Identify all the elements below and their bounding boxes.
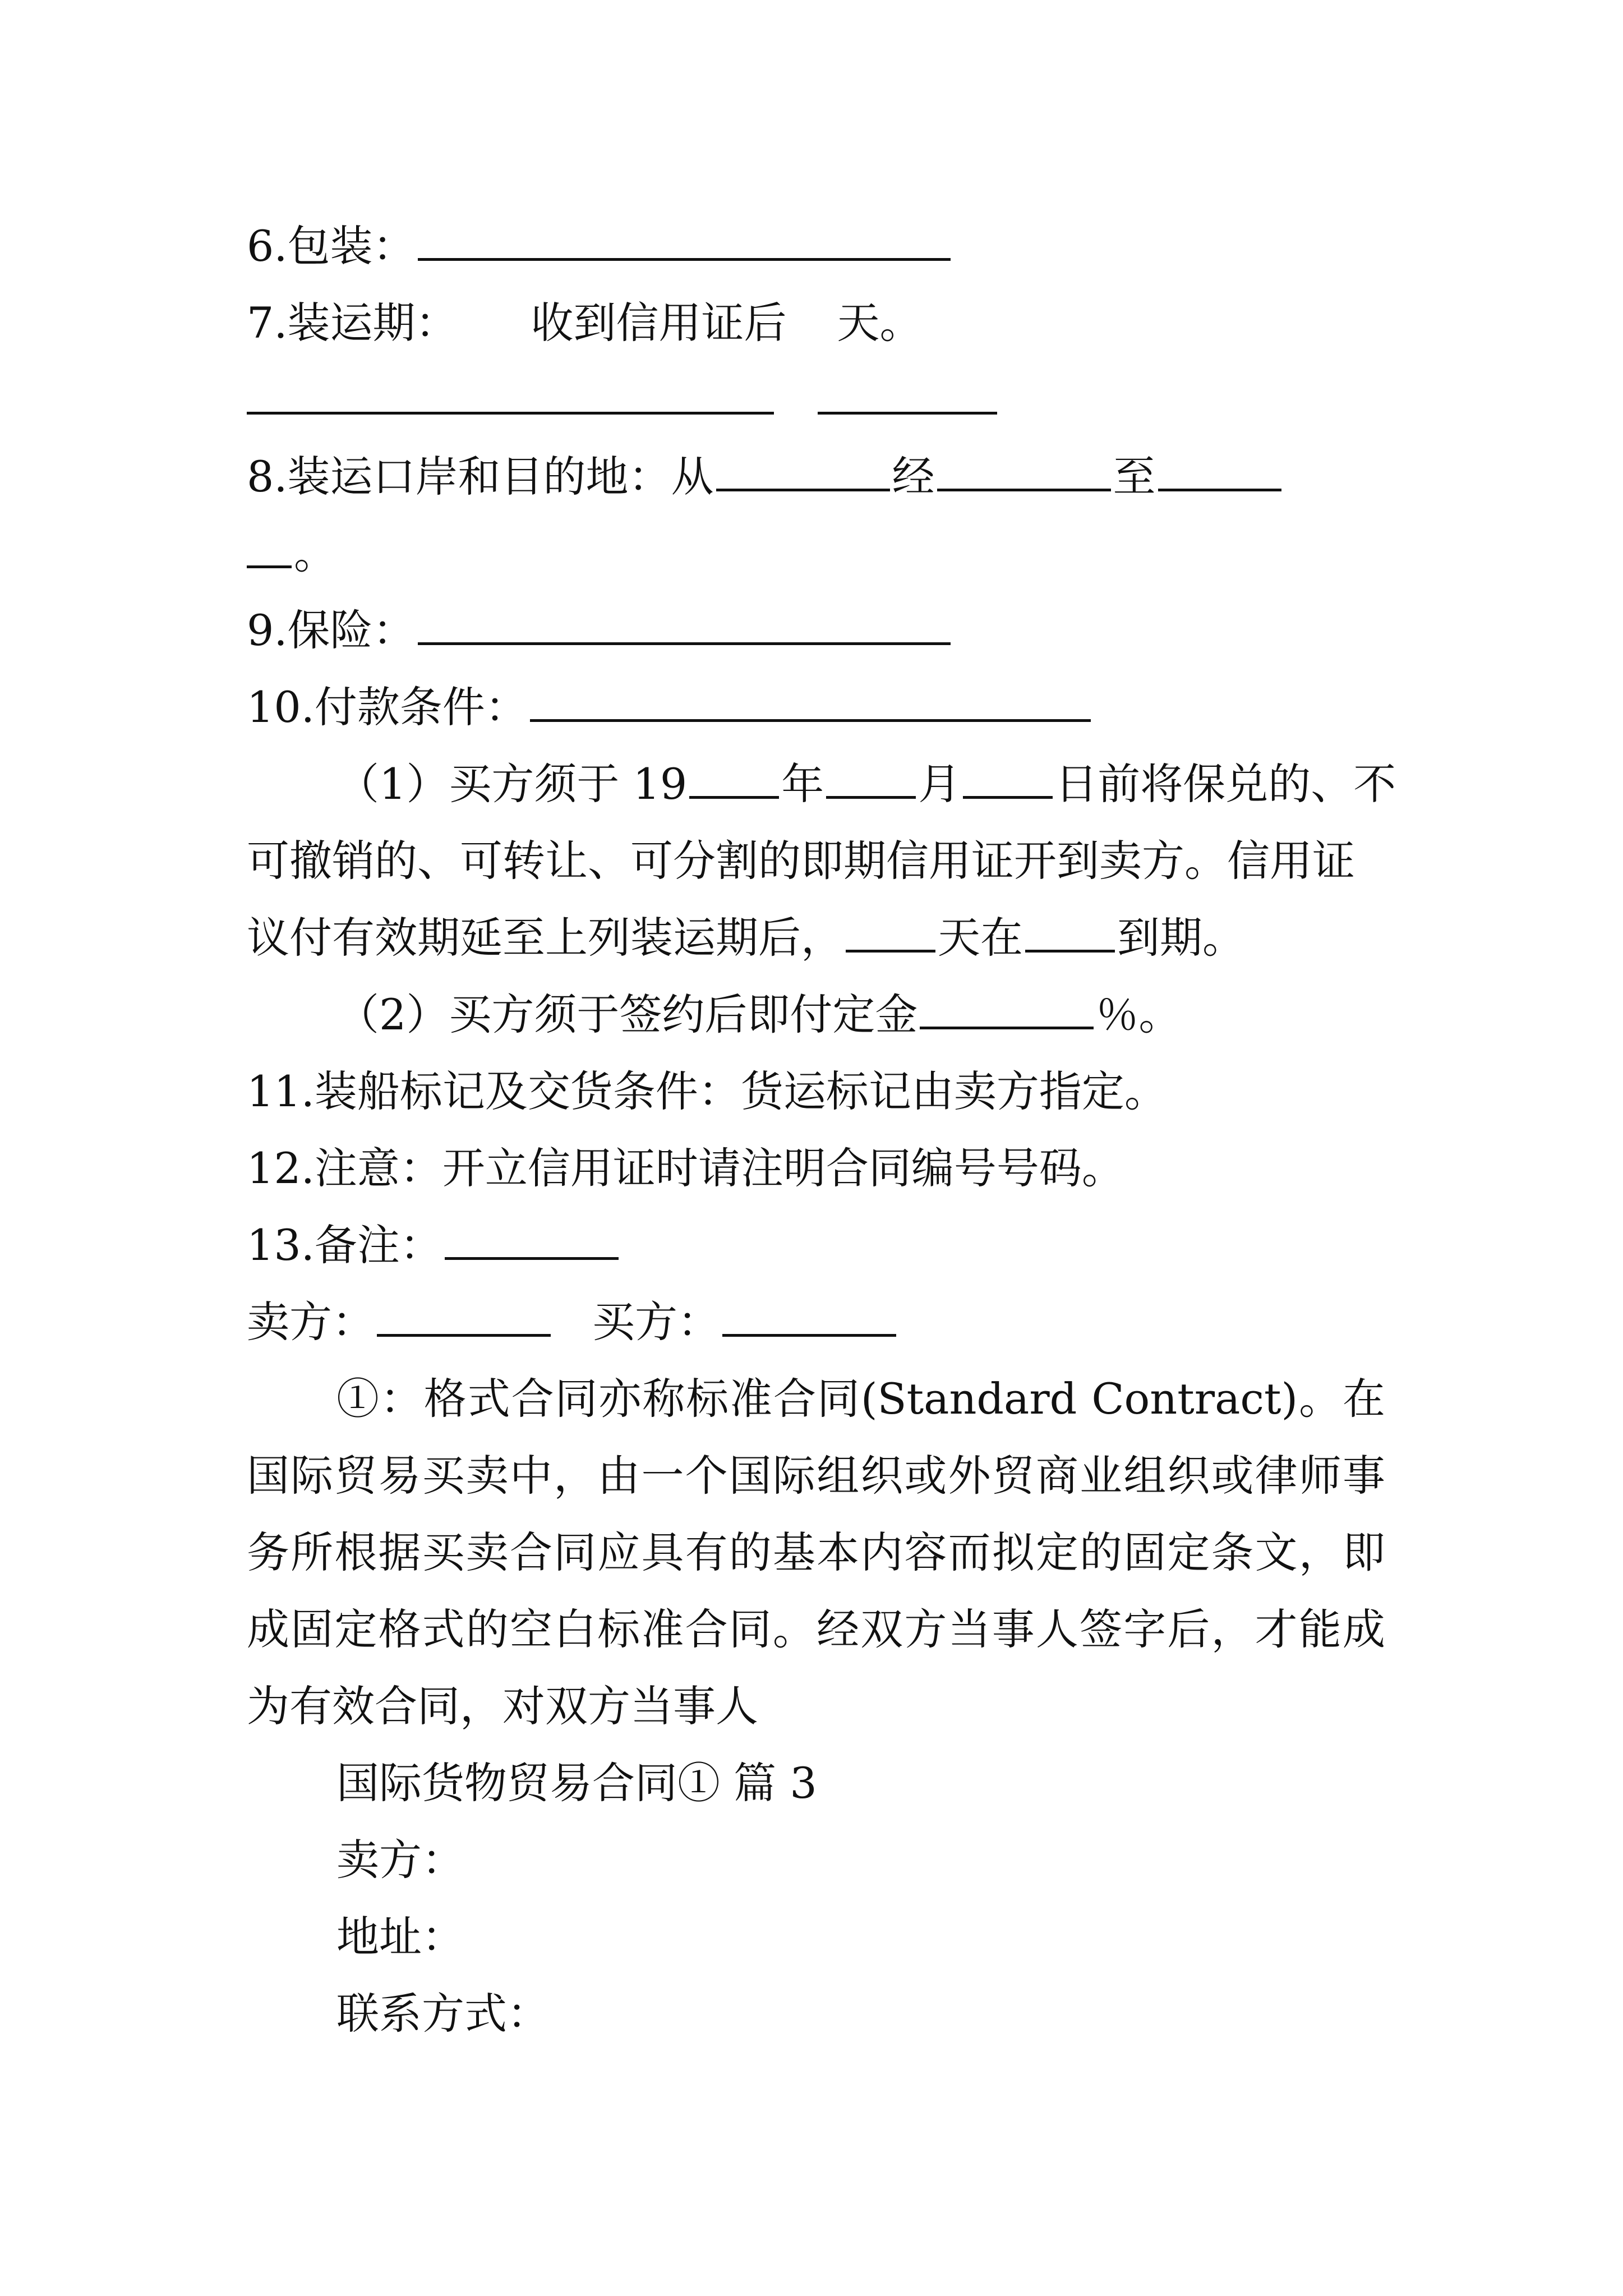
payment-item-2 [247, 976, 1385, 1053]
clause-6-packaging [247, 208, 1385, 284]
buyer-signature-blank [722, 1297, 896, 1337]
expiry-label: 到期。 [1117, 913, 1245, 963]
clause-8-end: 。 [294, 528, 336, 578]
payment-item-2-text: （2）买方须于签约后即付定金 [336, 990, 918, 1039]
payment-blank [530, 682, 1091, 722]
clause-9-label: 9.保险： [247, 605, 416, 655]
clause-8-to: 至 [1113, 452, 1156, 501]
signature-line [247, 1283, 1385, 1360]
signature-seller-label: 卖方： [247, 1297, 375, 1347]
clause-11-text: 11.装船标记及交货条件：货运标记由卖方指定。 [247, 1066, 1167, 1116]
expiry-place-blank [1025, 913, 1115, 953]
deposit-percent: ％。 [1096, 990, 1182, 1039]
clause-9-insurance [247, 592, 1385, 669]
payment-item-1-text-3: 议付有效期延至上列装运期后， [247, 913, 843, 963]
insurance-blank [418, 605, 951, 645]
footnote-text-2: 国际贸易买卖中，由一个国际组织或外贸商业组织或律师事 [247, 1451, 1385, 1501]
clause-7-text: 收到信用证后 [531, 298, 787, 348]
shipment-blank-1 [247, 375, 774, 415]
section-title [247, 1745, 1385, 1821]
payment-item-1-line-2 [247, 822, 1385, 899]
port-via-blank [937, 452, 1111, 491]
remarks-blank [445, 1220, 619, 1260]
clause-8-continuation [247, 515, 1385, 592]
validity-days-blank [846, 913, 935, 953]
footnote-line-2 [247, 1437, 1385, 1514]
payment-item-1-line-3 [247, 899, 1385, 976]
footnote-text-1: ①：格式合同亦称标准合同(Standard Contract)。在 [336, 1374, 1385, 1424]
party-address [247, 1898, 1385, 1975]
footnote-line-3 [247, 1514, 1385, 1591]
port-to-blank-cont [247, 528, 292, 568]
party-seller [247, 1821, 1385, 1898]
year-blank [689, 759, 779, 799]
year-label: 年 [781, 759, 824, 809]
payment-item-1-a: （1）买方须于 19 [336, 759, 688, 809]
footnote-line-5 [247, 1668, 1385, 1745]
signature-buyer-label: 买方： [592, 1297, 720, 1347]
payment-item-1-d: 日前将保兑的、不 [1055, 759, 1396, 809]
clause-13-label: 13.备注： [247, 1220, 442, 1270]
clause-12-note [247, 1130, 1385, 1207]
port-to-blank [1158, 452, 1281, 491]
party-contact [247, 1975, 1385, 2052]
clause-11-marks [247, 1053, 1385, 1130]
clause-6-label: 6.包装： [247, 221, 416, 271]
clause-7-blank-line [247, 361, 1385, 438]
month-blank [826, 759, 916, 799]
clause-13-remarks [247, 1207, 1385, 1283]
payment-item-1-text-2: 可撤销的、可转让、可分割的即期信用证开到卖方。信用证 [247, 836, 1355, 886]
payment-item-1 [247, 746, 1396, 822]
packaging-blank [418, 221, 951, 261]
clause-10-label: 10.付款条件： [247, 682, 528, 732]
footnote-text-5: 为有效合同，对双方当事人 [247, 1681, 758, 1731]
clause-10-payment [247, 669, 1385, 746]
shipment-blank-2 [818, 375, 997, 415]
day-blank [963, 759, 1053, 799]
clause-7-label: 7.装运期： [247, 298, 458, 348]
clause-7-days: 天。 [837, 298, 923, 348]
deposit-blank [920, 990, 1094, 1029]
footnote-line-4 [247, 1591, 1385, 1668]
address-label: 地址： [336, 1912, 464, 1962]
footnote-text-3: 务所根据买卖合同应具有的基本内容而拟定的固定条文，即 [247, 1527, 1385, 1577]
contract-title-3: 国际货物贸易合同① 篇 3 [336, 1758, 817, 1808]
port-from-blank [716, 452, 890, 491]
validity-days-label: 天在 [938, 913, 1023, 963]
footnote-text-4: 成固定格式的空白标准合同。经双方当事人签字后，才能成 [247, 1604, 1385, 1654]
month-label: 月 [918, 759, 961, 809]
seller-signature-blank [377, 1297, 551, 1337]
clause-7-shipment [247, 284, 1385, 361]
clause-8-ports [247, 438, 1385, 515]
clause-8-via: 经 [892, 452, 935, 501]
contact-label: 联系方式： [336, 1989, 550, 2039]
footnote-line-1 [247, 1360, 1385, 1437]
clause-8-label: 8.装运口岸和目的地：从 [247, 452, 714, 501]
clause-12-text: 12.注意：开立信用证时请注明合同编号号码。 [247, 1143, 1124, 1193]
seller-label: 卖方： [336, 1835, 464, 1885]
